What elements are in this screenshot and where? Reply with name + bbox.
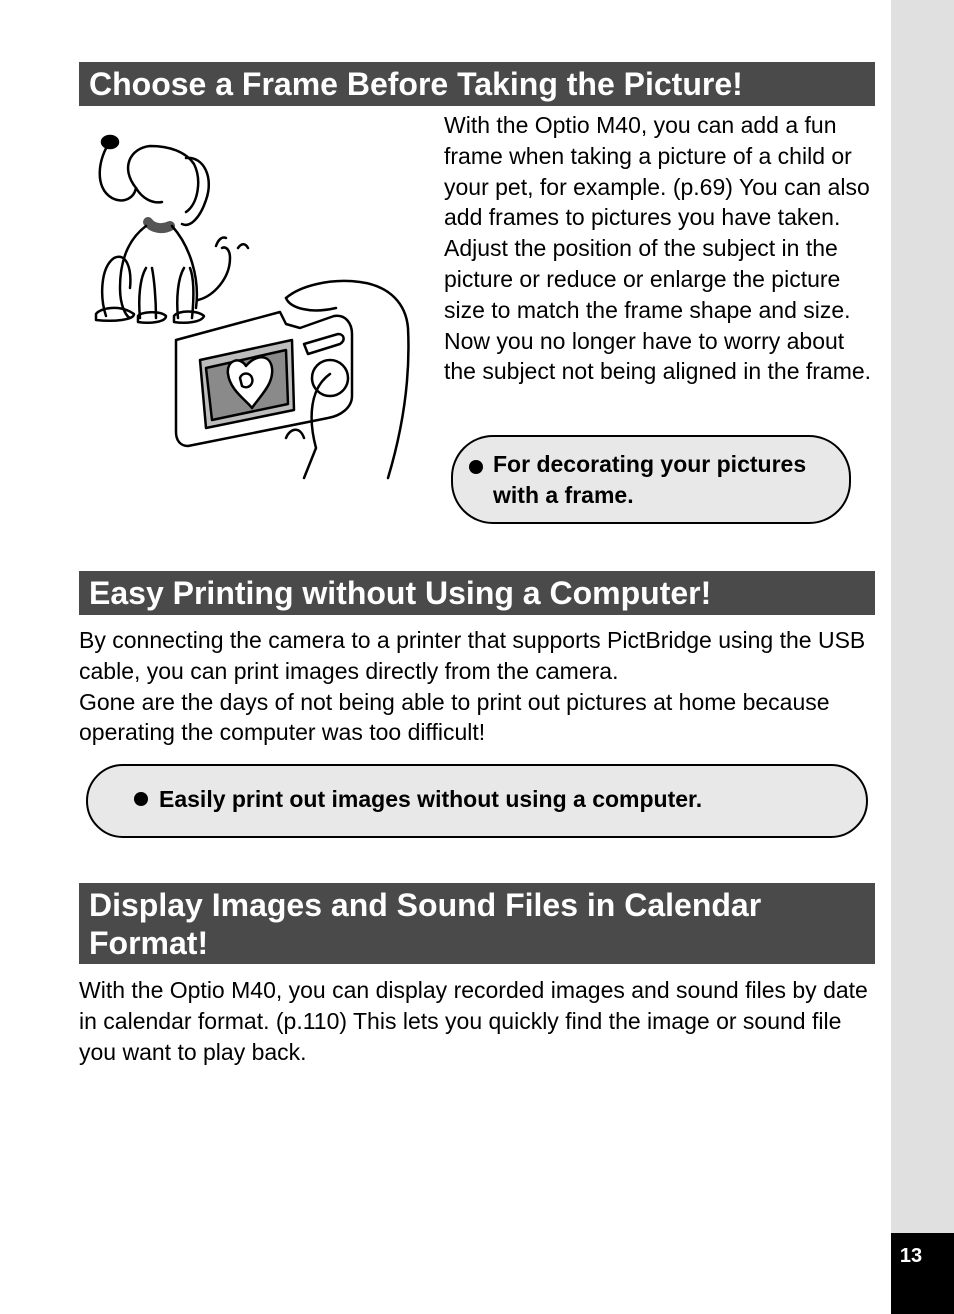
bullet-icon (134, 792, 148, 806)
printing-body-paragraph-1: By connecting the camera to a printer that supports PictBridge using the USB cable, you can print images directly from the camera. (79, 627, 866, 684)
printing-body-paragraph-2: Gone are the days of not being able to print out pictures at home because operating the computer was too difficult! (79, 688, 830, 746)
printing-body-text (79, 625, 879, 748)
printing-callout (86, 764, 868, 838)
side-tab (891, 0, 954, 1314)
frame-callout (451, 435, 851, 524)
section-heading-frame: Choose a Frame Before Taking the Picture! (79, 62, 875, 106)
calendar-body-text: With the Optio M40, you can display recorded images and sound files by date in calendar format. (p.110) This lets you quickly find the image or sound file you want to play back. (79, 977, 868, 1065)
section-heading-calendar: Display Images and Sound Files in Calendar Format! (79, 883, 875, 964)
page-number: 13 (899, 1245, 923, 1267)
printing-callout-text: Easily print out images without using a computer. (159, 786, 703, 812)
frame-callout-text: For decorating your pictures with a frame. (493, 451, 807, 508)
frame-body-text: With the Optio M40, you can add a fun frame when taking a picture of a child or your pet, for example. (p.69) You can also add frames to pictures you have taken. Adjust the position of the subject in the picture or reduce or enlarge the picture size to match the frame shape and size. Now you no longer have to worry about the subject not being aligned in the frame. (444, 112, 872, 385)
page-number-box (891, 1233, 954, 1314)
bullet-icon (469, 460, 483, 474)
section-heading-printing: Easy Printing without Using a Computer! (79, 571, 875, 615)
dog-and-camera-illustration (90, 128, 420, 484)
